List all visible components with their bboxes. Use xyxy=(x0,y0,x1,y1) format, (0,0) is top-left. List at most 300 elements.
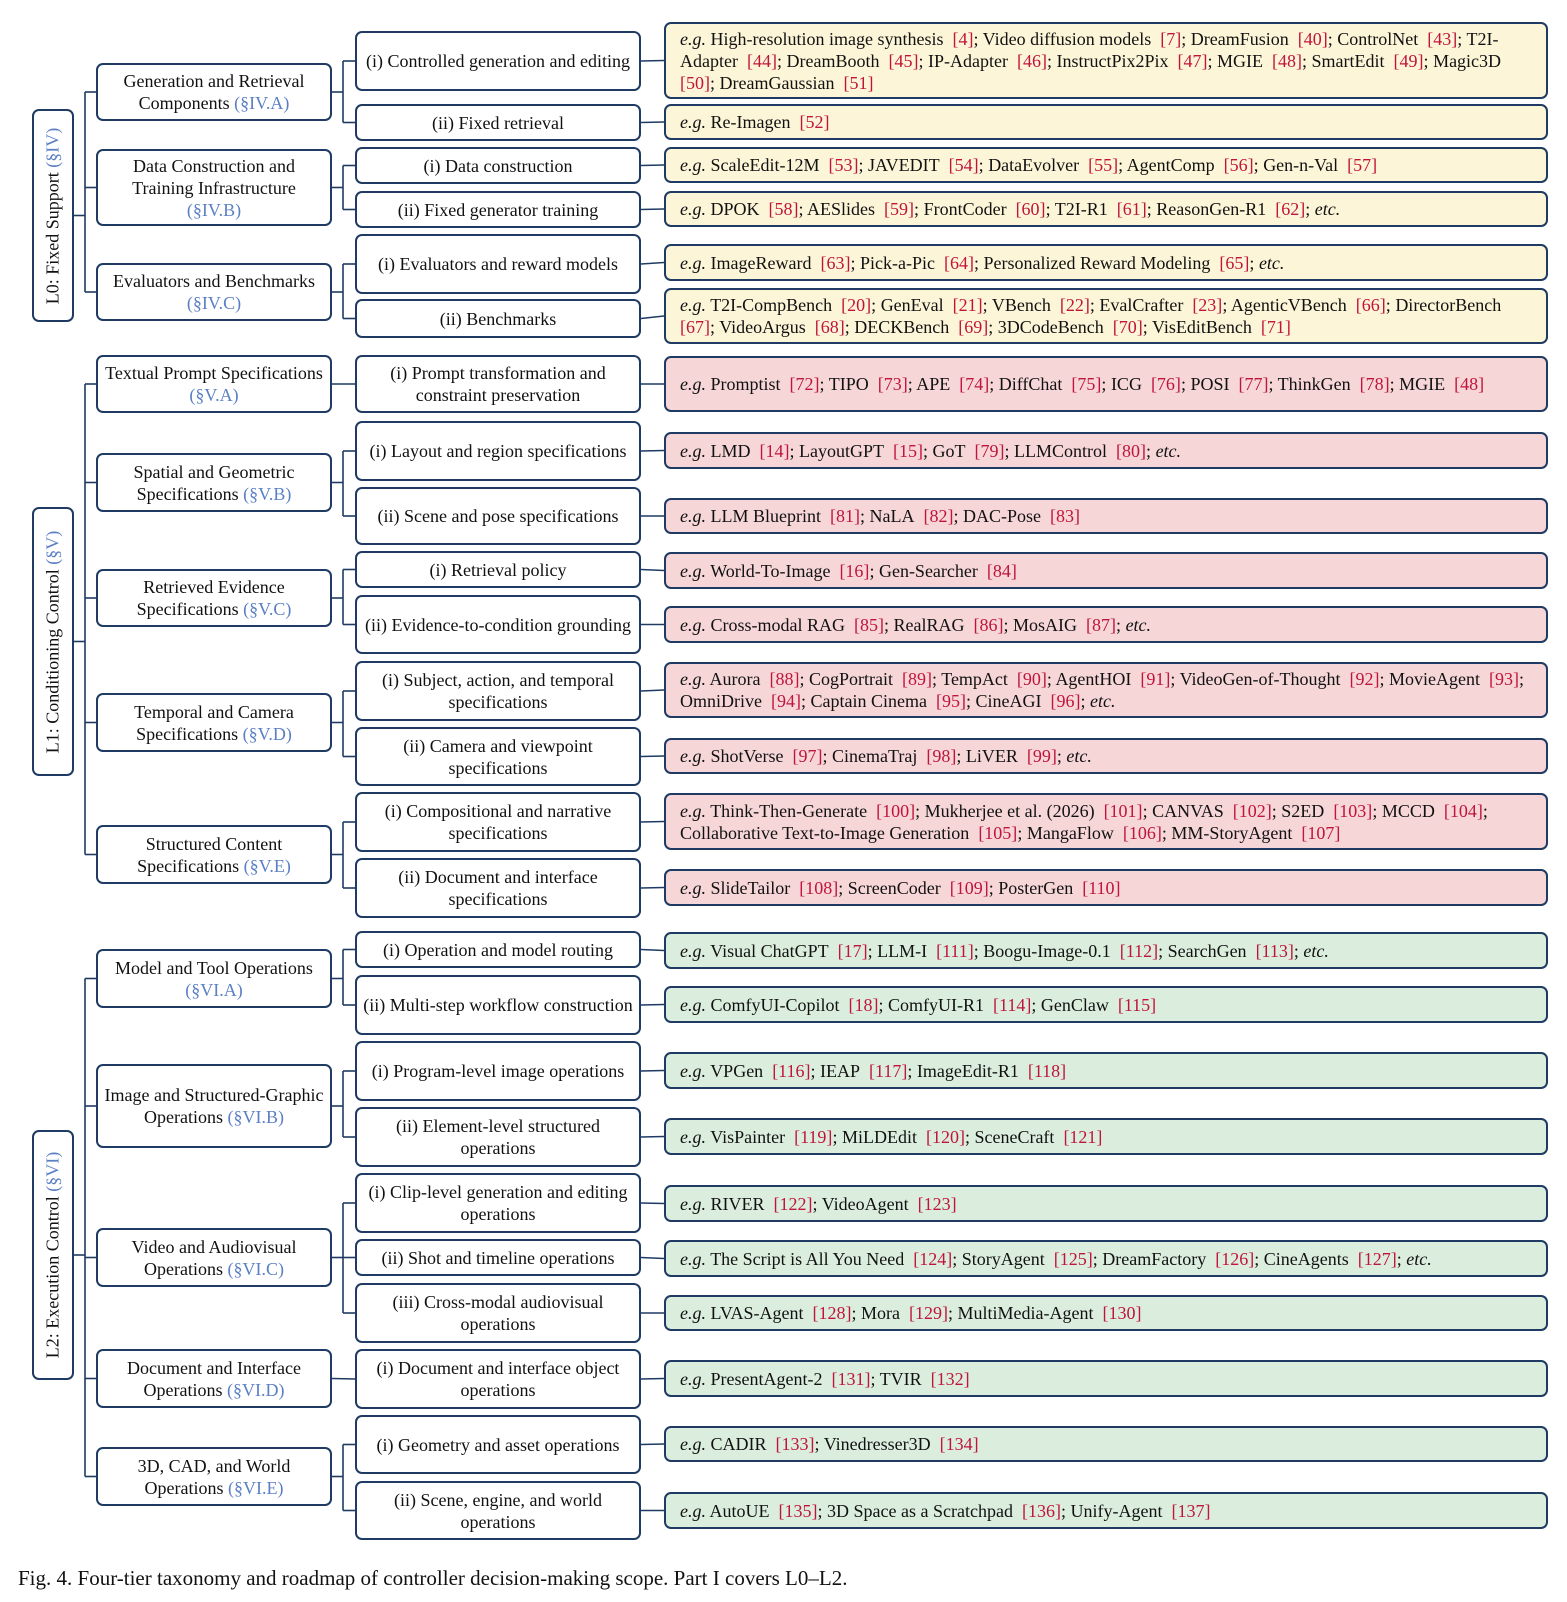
examples-text xyxy=(680,111,1532,133)
citation-ref: [111] xyxy=(936,940,974,961)
examples-box xyxy=(664,1426,1548,1462)
citation-ref: [48] xyxy=(1454,374,1485,394)
category-box xyxy=(96,1228,332,1287)
figure-caption: Fig. 4. Four-tier taxonomy and roadmap of controller decision-making scope. Part I covers L0–L2. xyxy=(18,1566,848,1590)
node-label: Model and Tool Operations xyxy=(115,957,313,978)
examples-text: e.g. Think-Then-Generate [100]; Mukherjee et al. (2026) [101]; CANVAS [102]; S2ED [103]; MCCD [104]; Collaborative Text-to-Image Generation [105]; MangaFlow [106]; MM-StoryAgent [107] xyxy=(680,800,1488,843)
method-name: MovieAgent xyxy=(1389,669,1480,689)
citation-ref: [109] xyxy=(949,877,989,898)
examples-box xyxy=(664,1052,1548,1089)
category-text xyxy=(98,362,330,406)
citation-ref: [83] xyxy=(1050,506,1081,526)
category-text xyxy=(98,155,330,221)
subcategory-label: (ii) Fixed generator training xyxy=(397,199,599,220)
examples-box xyxy=(664,606,1548,643)
node-label: Generation and Retrieval Components xyxy=(123,71,305,113)
subcategory-label: (ii) Benchmarks xyxy=(439,308,557,329)
subcategory-label: (ii) Scene, engine, and world operations xyxy=(394,1489,602,1532)
node-label: Retrieved Evidence Specifications xyxy=(136,577,285,619)
citation-ref: [72] xyxy=(789,374,820,394)
citation-ref: [95] xyxy=(935,691,966,711)
examples-box xyxy=(664,191,1548,227)
citation-ref: [80] xyxy=(1116,440,1147,461)
examples-text: e.g. The Script is All You Need [124]; StoryAgent [125]; DreamFactory [126]; CineAgents [127]; etc. xyxy=(680,1248,1432,1269)
method-name: MGIE xyxy=(1217,50,1264,71)
etc-label: etc. xyxy=(1090,691,1116,711)
method-name: DiffChat xyxy=(998,374,1063,394)
examples-box xyxy=(664,22,1548,99)
citation-ref: [120] xyxy=(925,1126,965,1147)
node-label: Video and Audiovisual Operations xyxy=(131,1236,297,1279)
subcategory-box xyxy=(355,191,641,228)
leaf-connector xyxy=(641,570,664,571)
etc-label: etc. xyxy=(1155,440,1182,461)
citation-ref: [96] xyxy=(1050,691,1081,711)
citation-ref: [130] xyxy=(1102,1303,1142,1323)
citation-ref: [16] xyxy=(839,560,870,581)
citation-ref: [51] xyxy=(843,72,874,93)
method-name: T2I-R1 xyxy=(1054,199,1108,219)
method-name: ShotVerse xyxy=(710,746,784,766)
examples-text: e.g. CADIR [133]; Vinedresser3D [134] xyxy=(680,1434,979,1454)
method-name: ThinkGen xyxy=(1277,374,1351,394)
citation-ref: [92] xyxy=(1349,669,1380,689)
examples-text: e.g. VisPainter [119]; MiLDEdit [120]; SceneCraft [121] xyxy=(680,1126,1103,1147)
citation-ref: [126] xyxy=(1215,1248,1255,1269)
method-name: VBench xyxy=(991,295,1051,315)
citation-ref: [56] xyxy=(1223,155,1254,175)
method-name: RIVER xyxy=(710,1193,765,1214)
method-name: Mora xyxy=(861,1303,901,1323)
citation-ref: [82] xyxy=(923,506,954,526)
subcategory-label: (i) Retrieval policy xyxy=(429,559,567,580)
eg-label: e.g. xyxy=(680,199,706,219)
leaf-connector xyxy=(641,950,664,951)
category-box xyxy=(96,149,332,226)
method-name: ControlNet xyxy=(1337,28,1419,49)
citation-ref: [58] xyxy=(768,199,799,219)
method-name: SearchGen xyxy=(1167,940,1247,961)
citation-ref: [17] xyxy=(837,940,868,961)
citation-ref: [81] xyxy=(830,506,860,526)
citation-ref: [22] xyxy=(1059,295,1090,315)
subcategory-box xyxy=(355,931,641,968)
citation-ref: [91] xyxy=(1140,669,1171,689)
eg-label: e.g. xyxy=(680,1060,706,1081)
citation-ref: [73] xyxy=(877,374,908,394)
node-label: L0: Fixed Support xyxy=(42,171,63,304)
subcategory-box xyxy=(355,1239,641,1276)
examples-box xyxy=(664,104,1548,140)
subcategory-label: (i) Evaluators and reward models xyxy=(378,254,618,274)
subcategory-box xyxy=(355,299,641,338)
leaf-connector xyxy=(641,756,664,757)
subcategory-label: (ii) Multi-step workflow construction xyxy=(363,995,633,1015)
citation-ref: [61] xyxy=(1116,199,1147,219)
node-label: Spatial and Geometric Specifications xyxy=(133,461,295,504)
citation-ref: [62] xyxy=(1275,199,1306,219)
category-box xyxy=(96,1349,332,1408)
method-name: JAVEDIT xyxy=(868,155,940,175)
citation-ref: [75] xyxy=(1071,374,1102,394)
citation-ref: [78] xyxy=(1359,374,1390,394)
method-name: VisEditBench xyxy=(1151,317,1252,337)
sub-connector xyxy=(332,1379,355,1380)
citation-ref: [128] xyxy=(812,1303,852,1323)
method-name: APE xyxy=(916,374,951,394)
section-ref: (§V.E) xyxy=(243,855,291,876)
method-name: Re-Imagen xyxy=(710,112,791,132)
examples-box xyxy=(664,1118,1548,1155)
subcategory-label: (i) Controlled generation and editing xyxy=(366,51,630,71)
method-name: World-To-Image xyxy=(710,560,831,581)
citation-ref: [103] xyxy=(1333,800,1373,821)
subcategory-box xyxy=(355,1349,641,1409)
subcategory-box xyxy=(355,1415,641,1474)
method-name: OmniDrive xyxy=(680,691,762,711)
method-name: CANVAS xyxy=(1152,800,1224,821)
leaf-connector xyxy=(641,61,664,62)
method-name: LLMControl xyxy=(1014,440,1108,461)
citation-ref: [106] xyxy=(1122,822,1162,843)
leaf-connector xyxy=(641,209,664,210)
tier-label xyxy=(43,530,64,753)
citation-ref: [121] xyxy=(1063,1126,1103,1147)
method-name: Cross-modal RAG xyxy=(710,614,845,635)
examples-text: e.g. ScaleEdit-12M [53]; JAVEDIT [54]; DataEvolver [55]; AgentComp [56]; Gen-n-Val [57] xyxy=(680,155,1378,175)
subcategory-box xyxy=(355,234,641,294)
method-name: DreamFusion xyxy=(1190,28,1289,49)
citation-ref: [48] xyxy=(1272,50,1303,71)
method-name: FrontCoder xyxy=(923,199,1007,219)
eg-label: e.g. xyxy=(680,1303,706,1323)
subcategory-label: (iii) Cross-modal audiovisual operations xyxy=(392,1292,604,1334)
citation-ref: [133] xyxy=(775,1434,815,1454)
node-label: 3D, CAD, and World Operations xyxy=(137,1455,291,1498)
examples-text: e.g. Aurora [88]; CogPortrait [89]; TempAct [90]; AgentHOI [91]; VideoGen-of-Thought [92]; MovieAgent [93]; OmniDrive [94]; Captain Cinema [95]; CineAGI [96]; etc. xyxy=(680,669,1524,711)
citation-ref: [21] xyxy=(952,295,983,315)
section-ref: (§IV.A) xyxy=(234,93,290,113)
section-ref: (§V.B) xyxy=(243,483,292,504)
category-box xyxy=(96,355,332,413)
citation-ref: [50] xyxy=(680,72,710,93)
section-ref: (§VI.E) xyxy=(228,1477,284,1498)
leaf-connector xyxy=(641,263,664,265)
examples-text: e.g. SlideTailor [108]; ScreenCoder [109]; PosterGen [110] xyxy=(680,877,1121,898)
citation-ref: [123] xyxy=(917,1193,957,1214)
method-name: Unify-Agent xyxy=(1070,1500,1163,1521)
category-box xyxy=(96,949,332,1008)
citation-ref: [23] xyxy=(1192,295,1223,315)
citation-ref: [87] xyxy=(1086,614,1117,635)
eg-label: e.g. xyxy=(680,155,706,175)
citation-ref: [64] xyxy=(943,252,974,273)
subcategory-box xyxy=(355,858,641,918)
citation-ref: [129] xyxy=(909,1303,949,1323)
method-name: LLM Blueprint xyxy=(710,506,821,526)
node-label: Evaluators and Benchmarks xyxy=(113,271,315,291)
citation-ref: [70] xyxy=(1112,317,1143,337)
etc-label: etc. xyxy=(1314,199,1341,219)
eg-label: e.g. xyxy=(680,614,706,635)
leaf-connector xyxy=(641,888,664,889)
subcategory-label: (i) Prompt transformation and constraint preservation xyxy=(390,363,606,405)
method-name: AgentHOI xyxy=(1055,669,1132,689)
examples-text: e.g. DPOK [58]; AESlides [59]; FrontCoder [60]; T2I-R1 [61]; ReasonGen-R1 [62]; etc. xyxy=(680,199,1341,219)
leaf-connector xyxy=(641,822,664,823)
method-name: MCCD xyxy=(1381,800,1435,821)
citation-ref: [98] xyxy=(926,746,957,766)
eg-label: e.g. xyxy=(680,994,706,1015)
method-name: Captain Cinema xyxy=(810,691,927,711)
section-ref: (§VI.C) xyxy=(227,1258,284,1279)
citation-ref: [40] xyxy=(1297,28,1328,49)
method-name: Mukherjee et al. (2026) xyxy=(924,800,1095,821)
method-name: VideoArgus xyxy=(719,317,806,337)
eg-label: e.g. xyxy=(680,295,706,315)
method-name: IEAP xyxy=(820,1060,861,1081)
subcategory-box xyxy=(355,595,641,654)
method-name: LiVER xyxy=(965,746,1018,766)
method-name: VPGen xyxy=(710,1060,764,1081)
method-name: VideoGen-of-Thought xyxy=(1179,669,1341,689)
section-ref: (§V) xyxy=(42,530,63,565)
node-label: Document and Interface Operations xyxy=(127,1357,301,1400)
citation-ref: [14] xyxy=(759,440,790,461)
eg-label: e.g. xyxy=(680,1434,706,1454)
citation-ref: [110] xyxy=(1082,877,1121,898)
citation-ref: [59] xyxy=(884,199,915,219)
method-name: Boogu-Image-0.1 xyxy=(983,940,1111,961)
examples-text: e.g. ShotVerse [97]; CinemaTraj [98]; LiVER [99]; etc. xyxy=(680,746,1092,766)
eg-label: e.g. xyxy=(680,1368,706,1389)
citation-ref: [65] xyxy=(1219,252,1250,273)
citation-ref: [63] xyxy=(820,252,851,273)
method-name: MangaFlow xyxy=(1026,822,1114,843)
method-name: AgentComp xyxy=(1126,155,1215,175)
citation-ref: [20] xyxy=(841,295,872,315)
category-box xyxy=(96,63,332,121)
category-text xyxy=(98,1084,330,1128)
subcategory-label: (i) Operation and model routing xyxy=(383,939,613,960)
subcategory-box xyxy=(355,355,641,413)
eg-label: e.g. xyxy=(680,746,706,766)
category-box xyxy=(96,453,332,512)
node-label: Textual Prompt Specifications xyxy=(105,363,323,383)
subcategory-box xyxy=(355,975,641,1035)
subcategory-label: (ii) Shot and timeline operations xyxy=(381,1247,615,1268)
method-name: SceneCraft xyxy=(974,1126,1055,1147)
subcategory-box xyxy=(355,661,641,721)
examples-text: e.g. ComfyUI-Copilot [18]; ComfyUI-R1 [114]; GenClaw [115] xyxy=(680,994,1157,1015)
category-text xyxy=(98,833,330,877)
etc-label: etc. xyxy=(1066,746,1092,766)
category-box xyxy=(96,693,332,752)
etc-label: etc. xyxy=(1303,940,1329,961)
subcategory-box xyxy=(355,1041,641,1101)
method-name: CinemaTraj xyxy=(832,746,918,766)
citation-ref: [107] xyxy=(1301,822,1341,843)
subcategory-box xyxy=(355,792,641,852)
leaf-connector xyxy=(641,1005,664,1006)
category-box xyxy=(96,263,332,321)
method-name: Think-Then-Generate xyxy=(710,800,868,821)
examples-box xyxy=(664,1240,1548,1277)
method-name: VideoAgent xyxy=(821,1193,909,1214)
method-name: ScreenCoder xyxy=(847,877,941,898)
citation-ref: [132] xyxy=(930,1368,970,1389)
examples-box xyxy=(664,552,1548,589)
citation-ref: [136] xyxy=(1021,1500,1061,1521)
subcategory-box xyxy=(355,1481,641,1540)
method-name: MosAIG xyxy=(1013,614,1078,635)
examples-text: e.g. LLM Blueprint [81]; NaLA [82]; DAC-Pose [83] xyxy=(680,506,1081,526)
method-name: Gen-n-Val xyxy=(1263,155,1339,175)
method-name: Collaborative Text-to-Image Generation xyxy=(680,822,970,843)
examples-box xyxy=(664,1360,1548,1397)
eg-label: e.g. xyxy=(680,252,706,273)
citation-ref: [99] xyxy=(1026,746,1057,766)
citation-ref: [117] xyxy=(869,1060,908,1081)
citation-ref: [89] xyxy=(902,669,933,689)
citation-ref: [74] xyxy=(959,374,990,394)
subcategory-label: (i) Clip-level generation and editing operations xyxy=(368,1182,628,1224)
citation-ref: [135] xyxy=(778,1500,818,1521)
citation-ref: [84] xyxy=(986,560,1017,581)
subcategory-box xyxy=(355,31,641,91)
method-name: Pick-a-Pic xyxy=(859,252,935,273)
citation-ref: [57] xyxy=(1347,155,1378,175)
method-name: VisPainter xyxy=(710,1126,786,1147)
method-name: LMD xyxy=(710,440,751,461)
method-name: TIPO xyxy=(828,374,869,394)
citation-ref: [131] xyxy=(831,1368,871,1389)
method-name: GoT xyxy=(932,440,966,461)
method-name: Magic3D xyxy=(1433,50,1502,71)
method-name: LVAS-Agent xyxy=(710,1303,804,1323)
citation-ref: [77] xyxy=(1238,374,1269,394)
method-name: MultiMedia-Agent xyxy=(957,1303,1094,1323)
examples-text: e.g. Cross-modal RAG [85]; RealRAG [86]; MosAIG [87]; etc. xyxy=(680,614,1152,635)
category-box xyxy=(96,825,332,884)
examples-text: e.g. Promptist [72]; TIPO [73]; APE [74]; DiffChat [75]; ICG [76]; POSI [77]; ThinkGen [78]; MGIE [48] xyxy=(680,374,1485,394)
method-name: CineAgents xyxy=(1263,1248,1349,1269)
subcategory-label: (ii) Fixed retrieval xyxy=(432,112,564,133)
node-label: Structured Content Specifications xyxy=(137,833,283,876)
citation-ref: [71] xyxy=(1260,317,1291,337)
category-text xyxy=(98,70,330,114)
method-name: SlideTailor xyxy=(710,877,791,898)
method-name: RealRAG xyxy=(893,614,965,635)
method-name: Personalized Reward Modeling xyxy=(983,252,1211,273)
method-name: S2ED xyxy=(1281,800,1325,821)
citation-ref: [90] xyxy=(1016,669,1047,689)
leaf-connector xyxy=(641,451,664,452)
subcategory-label: (i) Subject, action, and temporal specifications xyxy=(382,670,614,712)
examples-box xyxy=(664,356,1548,412)
examples-box xyxy=(664,1185,1548,1222)
method-name: SmartEdit xyxy=(1311,50,1385,71)
citation-ref: [115] xyxy=(1117,994,1157,1015)
citation-ref: [93] xyxy=(1488,669,1519,689)
category-box xyxy=(96,1447,332,1506)
method-name: PresentAgent-2 xyxy=(710,1368,823,1389)
method-name: AESlides xyxy=(807,199,876,219)
citation-ref: [66] xyxy=(1355,295,1386,315)
eg-label: e.g. xyxy=(680,1193,706,1214)
method-name: ScaleEdit-12M xyxy=(710,155,820,175)
examples-text: e.g. Visual ChatGPT [17]; LLM-I [111]; Boogu-Image-0.1 [112]; SearchGen [113]; etc. xyxy=(680,940,1329,961)
category-text xyxy=(98,270,330,314)
method-name: DPOK xyxy=(710,199,760,219)
citation-ref: [45] xyxy=(888,50,919,71)
subcategory-label: (i) Document and interface object operations xyxy=(376,1358,620,1400)
citation-ref: [88] xyxy=(769,669,800,689)
leaf-connector xyxy=(641,1444,664,1445)
method-name: NaLA xyxy=(869,506,915,526)
subcategory-label: (ii) Camera and viewpoint specifications xyxy=(403,735,593,778)
node-label: L1: Conditioning Control xyxy=(42,568,63,753)
citation-ref: [67] xyxy=(680,317,710,337)
node-label: Data Construction and Training Infrastructure xyxy=(132,155,296,198)
method-name: CogPortrait xyxy=(809,669,894,689)
section-ref: (§IV) xyxy=(42,127,63,168)
leaf-connector xyxy=(641,690,664,691)
citation-ref: [69] xyxy=(958,317,989,337)
citation-ref: [52] xyxy=(799,112,830,132)
citation-ref: [15] xyxy=(893,440,924,461)
method-name: Gen-Searcher xyxy=(878,560,978,581)
examples-box xyxy=(664,932,1548,969)
citation-ref: [114] xyxy=(993,994,1032,1015)
examples-text: e.g. ImageReward [63]; Pick-a-Pic [64]; Personalized Reward Modeling [65]; etc. xyxy=(680,252,1285,273)
leaf-connector xyxy=(641,165,664,166)
node-label: Temporal and Camera Specifications xyxy=(134,701,294,744)
section-ref: (§V.C) xyxy=(243,599,292,619)
section-ref: (§VI.D) xyxy=(227,1379,285,1400)
subcategory-box xyxy=(355,1107,641,1167)
subcategory-box xyxy=(355,551,641,588)
method-name: DAC-Pose xyxy=(963,506,1042,526)
eg-label: e.g. xyxy=(680,560,706,581)
section-ref: (§VI.B) xyxy=(227,1107,284,1127)
eg-label: e.g. xyxy=(680,669,706,689)
citation-ref: [105] xyxy=(978,822,1018,843)
citation-ref: [113] xyxy=(1255,940,1294,961)
citation-ref: [112] xyxy=(1119,940,1159,961)
method-name: MiLDEdit xyxy=(841,1126,917,1147)
citation-ref: [18] xyxy=(848,994,879,1015)
citation-ref: [119] xyxy=(794,1126,833,1147)
citation-ref: [116] xyxy=(772,1060,811,1081)
etc-label: etc. xyxy=(1258,252,1285,273)
method-name: TempAct xyxy=(941,669,1008,689)
citation-ref: [47] xyxy=(1177,50,1208,71)
eg-label: e.g. xyxy=(680,112,706,132)
eg-label: e.g. xyxy=(680,1500,706,1521)
method-name: DataEvolver xyxy=(988,155,1080,175)
method-name: 3D Space as a Scratchpad xyxy=(827,1500,1013,1521)
method-name: POSI xyxy=(1190,374,1230,394)
leaf-connector xyxy=(641,1258,664,1259)
category-box xyxy=(96,1064,332,1148)
examples-text: e.g. LMD [14]; LayoutGPT [15]; GoT [79]; LLMControl [80]; etc. xyxy=(680,440,1182,461)
citation-ref: [137] xyxy=(1171,1500,1211,1521)
citation-ref: [79] xyxy=(974,440,1005,461)
examples-text: e.g. PresentAgent-2 [131]; TVIR [132] xyxy=(680,1368,970,1389)
citation-ref: [7] xyxy=(1160,28,1182,49)
subcategory-box xyxy=(355,727,641,786)
